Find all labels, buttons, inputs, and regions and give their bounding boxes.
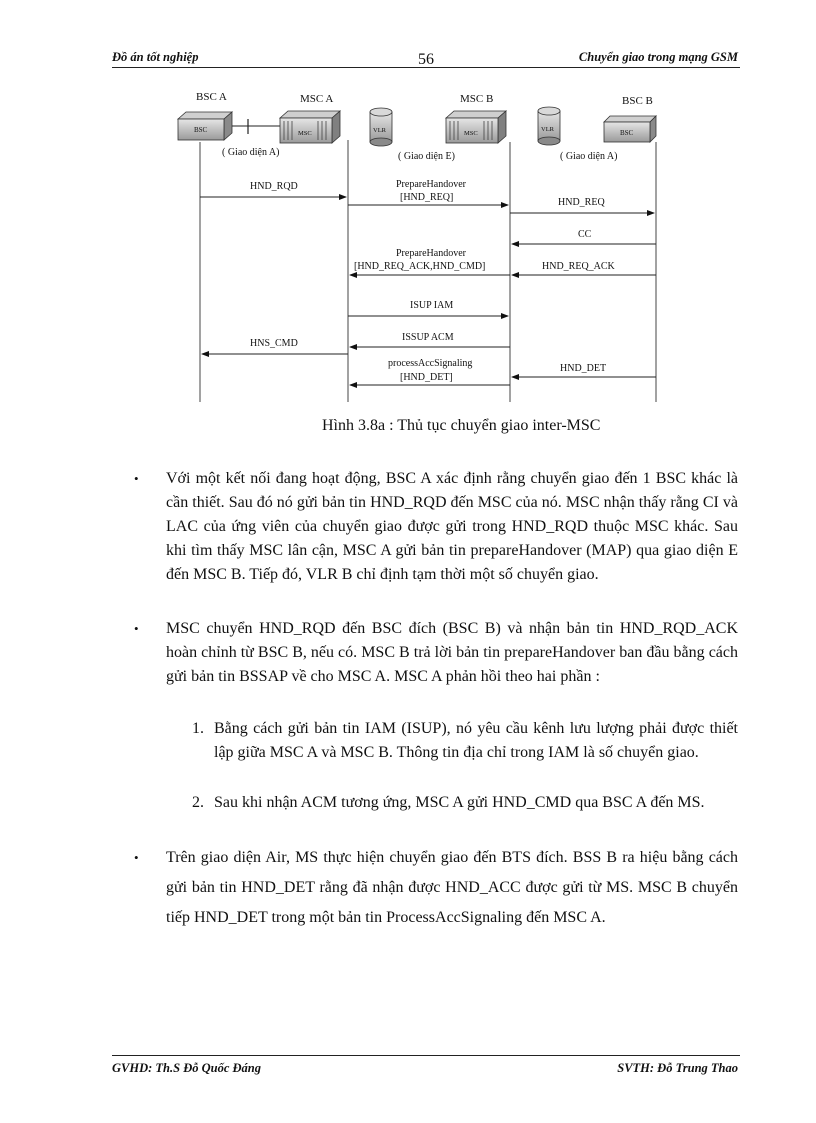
bullet-marker: • xyxy=(134,850,139,865)
msg-label-1: HND_RQD xyxy=(250,181,298,192)
header-rule xyxy=(112,67,740,68)
header-title: Đồ án tốt nghiệp xyxy=(112,50,199,64)
item-text: Bằng cách gửi bản tin IAM (ISUP), nó yêu cầu kênh lưu lượng phải được thiết lập giữa MSC A và MSC B. Thông tin địa chỉ trong IAM là số chuyển giao. xyxy=(214,720,738,761)
msg-label-9: HNS_CMD xyxy=(250,338,298,349)
item-number: 1. xyxy=(192,720,204,737)
handover-sequence-diagram xyxy=(160,84,672,406)
bullet-paragraph-2 xyxy=(134,617,738,689)
item-number: 2. xyxy=(192,794,204,811)
vlr-b-label: VLR xyxy=(541,126,554,133)
msc-a-box-label: MSC xyxy=(298,130,312,137)
page-header xyxy=(112,50,740,68)
bullet-paragraph-1 xyxy=(134,467,738,587)
header-chapter: Chuyển giao trong mạng GSM xyxy=(578,50,738,64)
msg-label-11: HND_DET xyxy=(560,363,607,374)
msg-label-10a: processAccSignaling xyxy=(388,358,473,369)
figure-caption: Hình 3.8a : Thủ tục chuyển giao inter-MSC xyxy=(322,417,601,434)
paragraph-text: Với một kết nối đang hoạt động, BSC A xác định rằng chuyển giao đến 1 BSC khác là cần thiết. Sau đó nó gửi bản tin HND_RQD đến MSC của nó. MSC nhận thấy rằng CI và LAC của ứng viên của chuyển giao được gửi trong HND_RQD thuộc MSC khác. Sau khi tìm thấy MSC lân cận, MSC A gửi bản tin prepareHandover (MAP) qua giao diện E đến MSC B. Tiếp đó, VLR B chỉ định tạm thời một số chuyển giao. xyxy=(166,470,738,583)
msc-a-box xyxy=(280,111,340,143)
paragraph-text: MSC chuyển HND_RQD đến BSC đích (BSC B) và nhận bản tin HND_RQD_ACK hoàn chỉnh từ BSC B, nếu có. MSC B trả lời bản tin prepareHandover ban đầu bằng cách gửi bản tin BSSAP về cho MSC A. MSC A phản hồi theo hai phần : xyxy=(166,620,738,685)
node-label-msc-a: MSC A xyxy=(300,93,334,105)
msg-label-7: ISUP IAM xyxy=(410,300,454,311)
msg-label-2a: PrepareHandover xyxy=(396,179,466,190)
node-label-msc-b: MSC B xyxy=(460,93,494,105)
numbered-item-1 xyxy=(192,717,738,765)
page-number: 56 xyxy=(418,51,434,68)
bullet-paragraph-3 xyxy=(134,843,738,933)
msg-label-6: HND_REQ_ACK xyxy=(542,261,615,272)
msc-b-box-label: MSC xyxy=(464,130,478,137)
footer-rule xyxy=(112,1055,740,1056)
footer-student: SVTH: Đỗ Trung Thao xyxy=(617,1061,738,1075)
interface-a-label-1: ( Giao diện A) xyxy=(222,147,280,158)
interface-a-label-2: ( Giao diện A) xyxy=(560,151,618,162)
bsc-a-box xyxy=(178,112,232,140)
msg-label-2b: [HND_REQ] xyxy=(400,192,454,203)
footer-supervisor: GVHD: Th.S Đỗ Quốc Đáng xyxy=(112,1061,261,1075)
node-label-bsc-a: BSC A xyxy=(196,91,227,103)
page-footer xyxy=(112,1061,740,1079)
interface-e-label: ( Giao diện E) xyxy=(398,151,455,162)
bsc-b-box xyxy=(604,116,656,142)
vlr-a-cylinder xyxy=(370,108,392,146)
node-label-bsc-b: BSC B xyxy=(622,95,653,107)
msg-label-3: HND_REQ xyxy=(558,197,605,208)
paragraph-text: Trên giao diện Air, MS thực hiện chuyển giao đến BTS đích. BSS B ra hiệu bằng cách gửi bản tin HND_DET rằng đã nhận được HND_ACC được gửi từ MS. MSC B chuyển tiếp HND_DET trong một bản tin ProcessAccSignaling đến MSC A. xyxy=(166,849,738,926)
bullet-marker: • xyxy=(134,621,139,636)
bsc-b-box-label: BSC xyxy=(620,129,634,137)
item-text: Sau khi nhận ACM tương ứng, MSC A gửi HND_CMD qua BSC A đến MS. xyxy=(214,794,705,811)
msg-label-10b: [HND_DET] xyxy=(400,372,453,383)
msg-label-8: ISSUP ACM xyxy=(402,332,454,343)
msg-label-5a: PrepareHandover xyxy=(396,248,466,259)
bsc-a-box-label: BSC xyxy=(194,126,208,134)
vlr-b-cylinder xyxy=(538,107,560,145)
vlr-a-label: VLR xyxy=(373,127,386,134)
msc-b-box xyxy=(446,111,506,143)
msg-label-5b: [HND_REQ_ACK,HND_CMD] xyxy=(354,261,486,272)
msg-label-4: CC xyxy=(578,229,592,240)
numbered-item-2 xyxy=(192,791,738,815)
bullet-marker: • xyxy=(134,471,139,486)
